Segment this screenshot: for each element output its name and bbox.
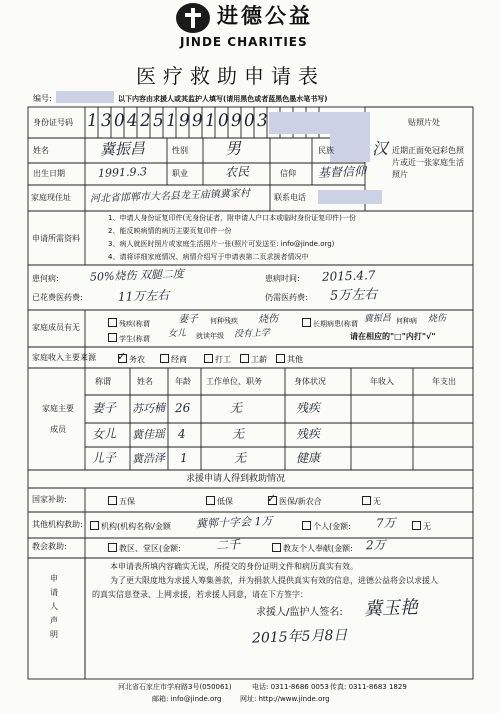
declaration-label: 申请人声明 xyxy=(50,574,58,639)
instruction-text: 以下内容由求援人或其监护人填写(请用黑色或者蓝黑色墨水笔书写) xyxy=(118,95,328,103)
job-label: 职业 xyxy=(172,169,188,178)
onset-value: 2015.4.7 xyxy=(321,268,376,284)
code-label: 编号: xyxy=(33,94,52,103)
member-relation: 儿子 xyxy=(91,450,117,466)
faithful-option[interactable]: 教友个人奉献(金额: xyxy=(272,543,353,553)
members-col-relation: 称谓 xyxy=(95,377,111,386)
income-option-other[interactable]: 其他 xyxy=(276,354,303,364)
birth-date-value: 1991.9.3 xyxy=(97,165,148,180)
form-title: 医疗救助申请表 xyxy=(136,64,325,88)
id-number-label: 身份证号码 xyxy=(33,118,73,127)
footer-phone: 电话: 0311-8686 0053 xyxy=(252,683,329,691)
chronic-label: 长期病患(称谓 xyxy=(313,320,358,328)
org-aid-label: 其他机构救助: xyxy=(32,520,83,529)
disabled-kind-label: 何种残疾 xyxy=(210,317,238,325)
family-conditions-label: 家庭成员有无 xyxy=(32,323,80,332)
mark-note: 请在相应的"□"内打"√" xyxy=(350,332,436,341)
members-col-health: 身体状况 xyxy=(294,377,326,386)
member-age: 1 xyxy=(179,450,188,466)
spent-label: 已花费医药费: xyxy=(32,293,83,302)
aid-section-title: 求援申请人得到救助情况 xyxy=(186,474,286,484)
materials-label: 申请所需资料 xyxy=(32,234,80,243)
income-option-labor[interactable]: 打工 xyxy=(204,354,231,364)
student-relation: 女儿 xyxy=(167,328,187,340)
material-item: 1、申请人身份证复印件(无身份证者，附申请人户口本或临时身份证复印件)一份 xyxy=(108,214,356,222)
org-aid-value: 冀郸十字会 1万 xyxy=(195,514,273,531)
disabled-kind: 烧伤 xyxy=(257,313,279,326)
signature-label: 求援人/监护人签名: xyxy=(256,607,343,618)
declaration-line: 的真实信息登录、上网求援，若求援人同意，请在下方签字： xyxy=(92,590,308,599)
member-age: 4 xyxy=(177,426,186,442)
members-label: 家庭主要成员 xyxy=(42,404,74,434)
chronic-row xyxy=(302,318,358,328)
chronic-checkbox[interactable] xyxy=(302,318,311,327)
id-digit: 3 xyxy=(256,110,269,132)
id-digit: 9 xyxy=(191,110,204,132)
photo-note: 近期正面免冠彩色照片或近一张家庭生活照片 xyxy=(392,146,464,179)
gender-value: 男 xyxy=(224,138,242,159)
member-job: 无 xyxy=(229,400,243,416)
faithful-value: 2万 xyxy=(365,537,386,553)
photo-label: 贴照片处 xyxy=(408,118,440,127)
org-aid-option[interactable]: 机构(机构名称/金额 xyxy=(90,521,171,531)
estimate-value: 5万左右 xyxy=(329,287,378,304)
disabled-relation: 妻子 xyxy=(177,313,199,326)
chronic-kind-label: 何种病 xyxy=(396,317,417,325)
photo-redaction xyxy=(330,112,370,162)
footer-fax: 传真: 0311-8683 1829 xyxy=(330,683,407,691)
chronic-kind: 烧伤 xyxy=(427,313,447,325)
income-option-salary[interactable]: 工薪 xyxy=(240,354,267,364)
material-item: 4、请将详细家庭情况、病情介绍写于申请表第二页求援者情况中 xyxy=(108,253,309,261)
member-job: 无 xyxy=(231,426,245,442)
address-label: 家庭现住址 xyxy=(31,193,71,202)
gov-check-mark: ✓ xyxy=(266,491,277,506)
student-school: 没有上学 xyxy=(233,328,271,340)
id-digit: 9 xyxy=(178,110,191,132)
member-relation: 女儿 xyxy=(91,426,117,442)
id-digit: 0 xyxy=(113,110,126,132)
id-digit: 2 xyxy=(139,110,152,132)
org-none-option[interactable]: 无 xyxy=(412,521,431,531)
id-redaction xyxy=(269,112,331,134)
estimate-label: 仍需医药费: xyxy=(265,293,308,302)
chronic-relation: 冀振昌 xyxy=(363,313,392,325)
church-parish-option[interactable]: 教区、堂区(金额: xyxy=(108,543,181,553)
phone-redaction xyxy=(318,190,382,204)
member-health: 健康 xyxy=(295,450,321,466)
church-aid-label: 教会救助: xyxy=(32,542,67,551)
income-option-business[interactable]: 经商 xyxy=(160,354,187,364)
members-col-income: 年收入 xyxy=(370,377,394,386)
income-label: 家庭收入主要来源 xyxy=(32,353,96,362)
gov-option-wubao[interactable]: 五保 xyxy=(108,496,135,506)
members-col-expense: 年支出 xyxy=(432,377,456,386)
members-col-age: 年龄 xyxy=(175,377,191,386)
student-label: 学生(称谓 xyxy=(119,335,150,343)
birth-date-label: 出生日期 xyxy=(33,169,65,178)
declaration-line: 本申请表所填内容确实无误，所提交的身份证明文件和病历真实有效。 xyxy=(110,562,358,571)
job-value: 农民 xyxy=(224,164,250,180)
gov-aid-label: 国家补助: xyxy=(32,495,67,504)
gov-option-dibao[interactable]: 低保 xyxy=(206,496,233,506)
gov-option-none[interactable]: 无 xyxy=(362,496,381,506)
footer-address: 河北省石家庄市学府路3号(050061) xyxy=(118,683,232,691)
member-name: 冀佳瑶 xyxy=(131,427,166,442)
material-item: 2、能反映病情的病历主要页复印件一份 xyxy=(108,227,232,235)
members-col-job: 工作单位、职务 xyxy=(206,377,262,386)
member-age: 26 xyxy=(174,400,191,416)
footer-website[interactable]: 网址: http://www.jinde.org xyxy=(240,695,330,703)
religion-value: 基督信仰 xyxy=(317,164,367,180)
student-row xyxy=(108,333,150,343)
income-option-farming[interactable]: 务农 xyxy=(118,354,145,364)
ethnicity-value: 汉 xyxy=(371,138,389,159)
id-digit: 1 xyxy=(165,110,178,132)
id-digit: 1 xyxy=(204,110,217,132)
id-digit: 1 xyxy=(86,110,99,132)
ethnicity-label: 民族 xyxy=(318,146,334,155)
id-digit: 3 xyxy=(100,110,113,132)
member-relation: 妻子 xyxy=(91,400,117,416)
person-aid-option[interactable]: 个人(金额: xyxy=(302,521,351,531)
id-digit: 0 xyxy=(217,110,230,132)
spent-value: 11万左右 xyxy=(117,288,170,304)
disabled-checkbox[interactable] xyxy=(108,318,117,327)
id-digit: 5 xyxy=(152,110,165,132)
footer-email[interactable]: 邮箱: info@jinde.org xyxy=(152,695,222,703)
student-checkbox[interactable] xyxy=(108,333,117,342)
name-value: 冀振昌 xyxy=(99,139,146,159)
phone-label: 联系电话 xyxy=(274,193,306,202)
member-name: 苏巧楠 xyxy=(131,401,166,416)
income-check-mark: ✓ xyxy=(116,349,127,364)
id-digit: 0 xyxy=(243,110,256,132)
gender-label: 性别 xyxy=(172,146,188,155)
declaration-line: 为了更大限度地为求援人筹集善款，并为捐款人提供真实有效的信息，进德公益将会以求援人 xyxy=(110,576,438,585)
material-item: 3、病人就医时照片或家庭生活照片一张(照片可发送至: info@jinde.org) xyxy=(108,240,335,248)
members-col-name: 姓名 xyxy=(137,377,153,386)
illness-value: 50%烧伤 双腿二度 xyxy=(89,267,185,284)
name-label: 姓名 xyxy=(33,146,49,155)
signature-value: 冀玉艳 xyxy=(363,597,419,620)
church-parish-value: 二千 xyxy=(215,537,241,553)
student-school-label: 就读年级 xyxy=(196,332,224,340)
member-name: 冀浩泽 xyxy=(131,451,166,466)
member-job: 无 xyxy=(233,450,247,466)
id-digit: 4 xyxy=(126,110,139,132)
member-health: 残疾 xyxy=(295,426,321,442)
id-digit: 9 xyxy=(230,110,243,132)
religion-label: 信仰 xyxy=(280,169,296,178)
gov-option-insurance[interactable]: 医保/新农合 xyxy=(268,496,322,506)
person-aid-value: 7万 xyxy=(375,515,396,531)
logo-chinese: 进德公益 xyxy=(217,4,313,28)
logo-english: JINDE CHARITIES xyxy=(180,35,308,49)
sign-date: 2015年5月8日 xyxy=(251,627,348,647)
disabled-label: 残疾(称谓 xyxy=(119,320,150,328)
member-health: 残疾 xyxy=(295,400,321,416)
disabled-row xyxy=(108,318,150,328)
onset-label: 患病时间: xyxy=(265,274,300,283)
illness-label: 患何病: xyxy=(32,274,59,283)
address-value: 河北省邯郸市大名县龙王庙镇冀家村 xyxy=(89,188,251,205)
